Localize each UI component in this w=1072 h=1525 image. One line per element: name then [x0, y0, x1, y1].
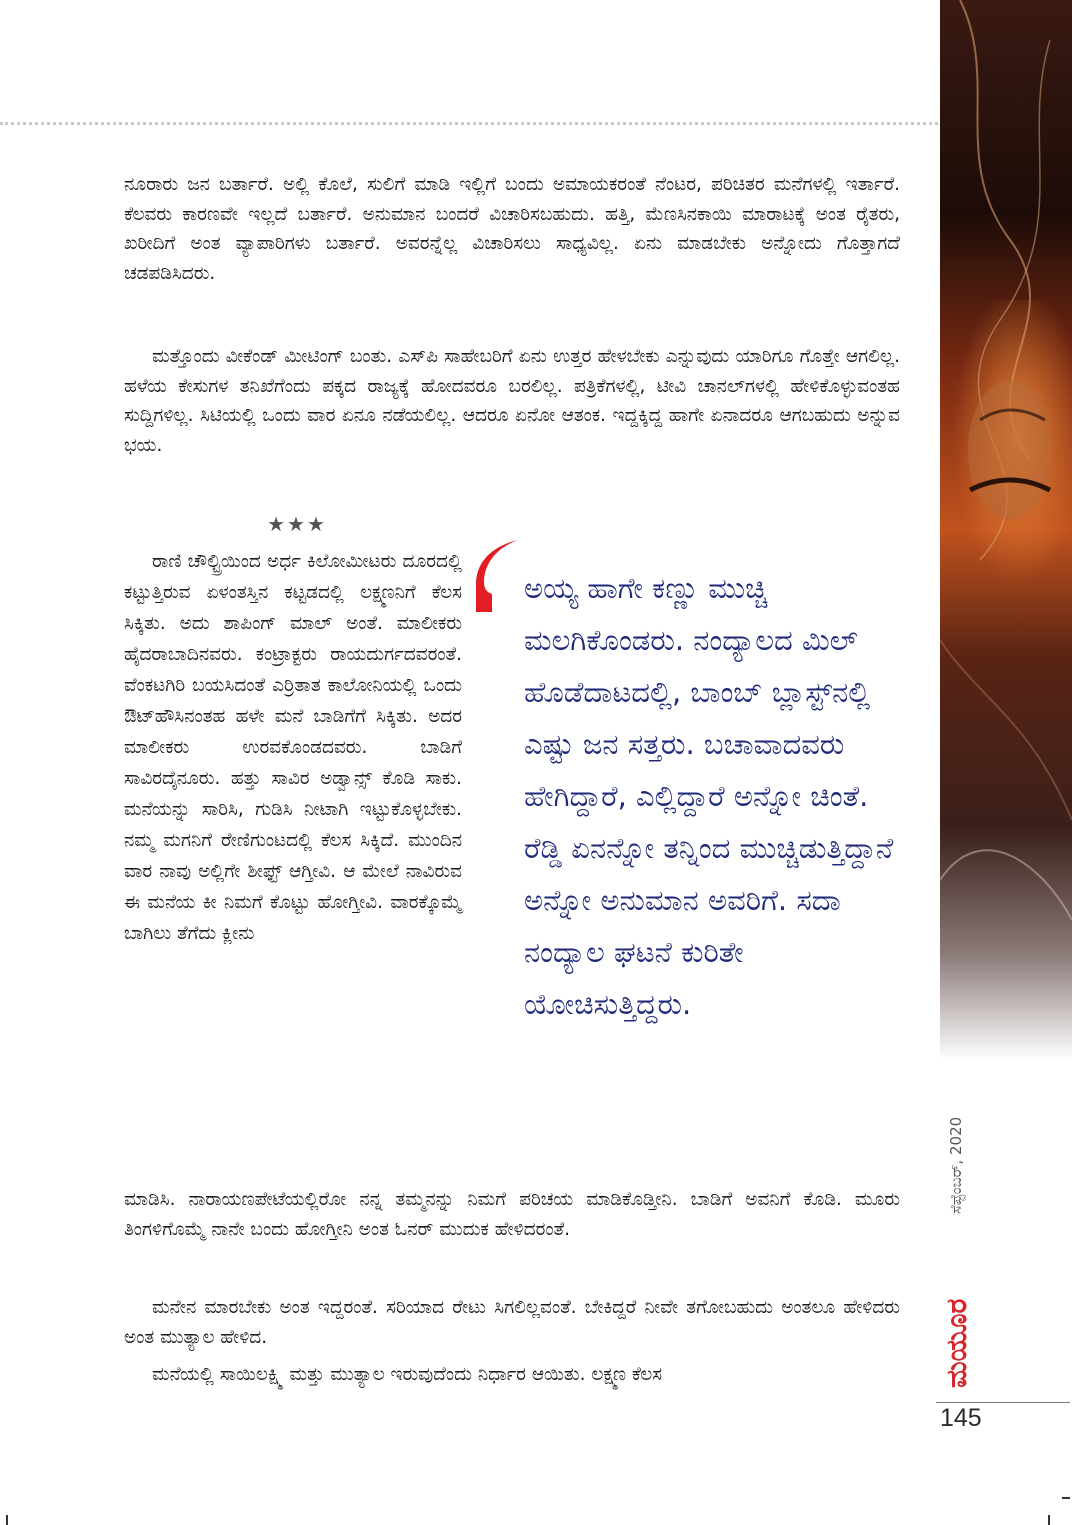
issue-date [944, 1094, 968, 1214]
section-break-stars: ★★★ [267, 512, 327, 536]
body-paragraph-1: ನೂರಾರು ಜನ ಬರ್ತಾರೆ. ಅಲ್ಲಿ ಕೊಲೆ, ಸುಲಿಗೆ ಮಾಡಿ ಇಲ್ಲಿಗೆ ಬಂದು ಅಮಾಯಕರಂತೆ ನೆಂಟರ, ಪರಿಚಿತರ ಮನೆಗಳಲ್ಲಿ ಇರ್ತಾರೆ. ಕೆಲವರು ಕಾರಣವೇ ಇಲ್ಲದೆ ಬರ್ತಾರೆ. ಅನುಮಾನ ಬಂದರೆ ವಿಚಾರಿಸಬಹುದು. ಹತ್ತಿ, ಮೆಣಸಿನಕಾಯಿ ಮಾರಾಟಕ್ಕೆ ಅಂತ ರೈತರು, ಖರೀದಿಗೆ ಅಂತ ವ್ಯಾಪಾರಿಗಳು ಬರ್ತಾರೆ. ಅವರನ್ನೆಲ್ಲ ವಿಚಾರಿಸಲು ಸಾಧ್ಯವಿಲ್ಲ. ಏನು ಮಾಡಬೇಕು ಅನ್ನೋದು ಗೊತ್ತಾಗದೆ ಚಡಪಡಿಸಿದರು. [124, 174, 900, 284]
crop-mark-right [1062, 1497, 1070, 1499]
crop-mark-bottom-right [1048, 1515, 1050, 1525]
page-number: 145 [940, 1404, 982, 1432]
side-illustration [940, 0, 1072, 1060]
body-paragraph-2: ಮತ್ತೊಂದು ವೀಕೆಂಡ್ ಮೀಟಿಂಗ್ ಬಂತು. ಎಸ್‌ಪಿ ಸಾಹೇಬರಿಗೆ ಏನು ಉತ್ತರ ಹೇಳಬೇಕು ಎನ್ನುವುದು ಯಾರಿಗೂ ಗೊತ್ತೇ ಆಗಲಿಲ್ಲ. ಹಳೆಯ ಕೇಸುಗಳ ತನಿಖೆಗೆಂದು ಪಕ್ಕದ ರಾಜ್ಯಕ್ಕೆ ಹೋದವರೂ ಬರಲಿಲ್ಲ. ಪತ್ರಿಕೆಗಳಲ್ಲಿ, ಟೀವಿ ಚಾನಲ್‌ಗಳಲ್ಲಿ ಹೇಳಿಕೊಳ್ಳುವಂತಹ ಸುದ್ದಿಗಳಿಲ್ಲ. ಸಿಟಿಯಲ್ಲಿ ಒಂದು ವಾರ ಏನೂ ನಡೆಯಲಿಲ್ಲ. ಆದರೂ ಏನೋ ಆತಂಕ. ಇದ್ದಕ್ಕಿದ್ದ ಹಾಗೇ ಏನಾದರೂ ಆಗಬಹುದು ಅನ್ನುವ ಭಯ. [124, 346, 900, 456]
header-dotted-rule [0, 122, 938, 125]
quote-mark-icon [474, 538, 520, 618]
magazine-logo [940, 1220, 972, 1390]
body-paragraph-5: ಮನೇನ ಮಾರಬೇಕು ಅಂತ ಇದ್ದರಂತೆ. ಸರಿಯಾದ ರೇಟು ಸಿಗಲಿಲ್ಲವಂತೆ. ಬೇಕಿದ್ದರೆ ನೀವೇ ತಗೋಬಹುದು ಅಂತಲೂ ಹೇಳಿದರು ಅಂತ ಮುತ್ಯಾಲ ಹೇಳಿದ. [124, 1297, 900, 1348]
issue-date-text: ಸೆಪ್ಟೆಂಬರ್, 2020 [947, 1116, 965, 1214]
pull-quote: ಅಯ್ಯ ಹಾಗೇ ಕಣ್ಣು ಮುಚ್ಚಿ ಮಲಗಿಕೊಂಡರು. ನಂದ್ಯಾಲದ ಮಿಲ್ ಹೊಡೆದಾಟದಲ್ಲಿ, ಬಾಂಬ್ ಬ್ಲಾಸ್ಟ್‌ನಲ್ಲಿ ಎಷ್ಟು ಜನ ಸತ್ತರು. ಬಚಾವಾದವರು ಹೇಗಿದ್ದಾರೆ, ಎಲ್ಲಿದ್ದಾರೆ ಅನ್ನೋ ಚಿಂತೆ. ರೆಡ್ಡಿ ಏನನ್ನೋ ತನ್ನಿಂದ ಮುಚ್ಚಿಡುತ್ತಿದ್ದಾನೆ ಅನ್ನೋ ಅನುಮಾನ ಅವರಿಗೆ. ಸದಾ ನಂದ್ಯಾಲ ಘಟನೆ ಕುರಿತೇ ಯೋಚಿಸುತ್ತಿದ್ದರು. [524, 571, 894, 1021]
page-number-rule [936, 1402, 1070, 1403]
body-paragraph-4: ಮಾಡಿಸಿ. ನಾರಾಯಣಪೇಟೆಯಲ್ಲಿರೋ ನನ್ನ ತಮ್ಮನನ್ನು ನಿಮಗೆ ಪರಿಚಯ ಮಾಡಿಕೊಡ್ತೀನಿ. ಬಾಡಿಗೆ ಅವನಿಗೆ ಕೊಡಿ. ಮೂರು ತಿಂಗಳಿಗೊಮ್ಮೆ ನಾನೇ ಬಂದು ಹೋಗ್ತೀನಿ ಅಂತ ಓನರ್ ಮುದುಕ ಹೇಳಿದರಂತೆ. [124, 1189, 900, 1240]
body-paragraph-column: ರಾಣಿ ಚೌಲ್ಟ್ರಿಯಿಂದ ಅರ್ಧ ಕಿಲೋಮೀಟರು ದೂರದಲ್ಲಿ ಕಟ್ಟುತ್ತಿರುವ ಏಳಂತಸ್ತಿನ ಕಟ್ಟಡದಲ್ಲಿ ಲಕ್ಷ್ಮಣನಿಗೆ ಕೆಲಸ ಸಿಕ್ಕಿತು. ಅದು ಶಾಪಿಂಗ್ ಮಾಲ್ ಅಂತೆ. ಮಾಲೀಕರು ಹೈದರಾಬಾದಿನವರು. ಕಂಟ್ರಾಕ್ಟರು ರಾಯದುರ್ಗದವರಂತೆ. ವೆಂಕಟಗಿರಿ ಬಯಸಿದಂತೆ ಎರ್ರಿತಾತ ಕಾಲೋನಿಯಲ್ಲಿ ಒಂದು ಔಟ್‌ಹೌಸಿನಂತಹ ಹಳೇ ಮನೆ ಬಾಡಿಗೆಗೆ ಸಿಕ್ಕಿತು. ಅದರ ಮಾಲೀಕರು ಉರವಕೊಂಡದವರು. ಬಾಡಿಗೆ ಸಾವಿರದೈನೂರು. ಹತ್ತು ಸಾವಿರ ಅಡ್ವಾನ್ಸ್ ಕೊಡಿ ಸಾಕು. ಮನೆಯನ್ನು ಸಾರಿಸಿ, ಗುಡಿಸಿ ನೀಟಾಗಿ ಇಟ್ಟುಕೊಳ್ಳಬೇಕು. ನಮ್ಮ ಮಗನಿಗೆ ರೇಣಿಗುಂಟದಲ್ಲಿ ಕೆಲಸ ಸಿಕ್ಕಿದೆ. ಮುಂದಿನ ವಾರ ನಾವು ಅಲ್ಲಿಗೇ ಶೀಫ್ಟ್ ಆಗ್ತೀವಿ. ಆ ಮೇಲೆ ನಾವಿರುವ ಈ ಮನೆಯ ಕೀ ನಿಮಗೆ ಕೊಟ್ಟು ಹೋಗ್ತೀವಿ. ವಾರಕ್ಕೊಮ್ಮೆ ಬಾಗಿಲು ತೆಗೆದು ಕ್ಲೀನು [124, 551, 462, 944]
crop-mark-bottom-left [6, 1515, 8, 1525]
magazine-name: ಮಯೂರ [940, 1298, 972, 1388]
body-paragraph-6: ಮನೆಯಲ್ಲಿ ಸಾಯಿಲಕ್ಷ್ಮಿ ಮತ್ತು ಮುತ್ಯಾಲ ಇರುವುದೆಂದು ನಿರ್ಧಾರ ಆಯಿತು. ಲಕ್ಷ್ಮಣ ಕೆಲಸ [152, 1364, 663, 1385]
